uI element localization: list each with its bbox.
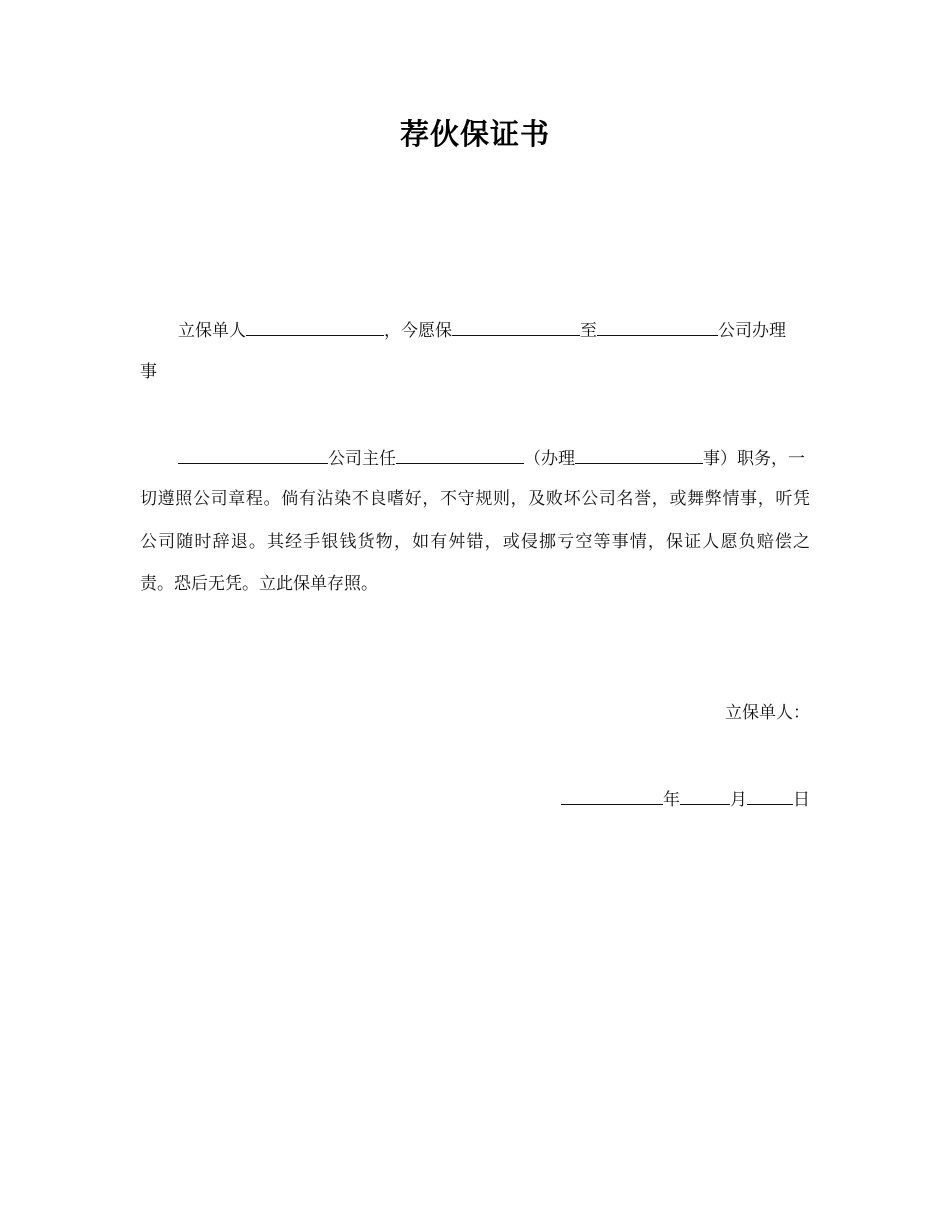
day-blank[interactable] [747, 787, 793, 805]
paragraph-1-line-1 [178, 318, 786, 342]
guarantor-label: 立保单人 [178, 321, 246, 341]
date-line [561, 787, 810, 811]
paragraph-2-line-1 [178, 446, 805, 470]
director-name-blank[interactable] [396, 446, 524, 464]
willing-guarantee-text: ，今愿保 [384, 321, 452, 341]
day-label: 日 [793, 790, 810, 810]
guaranteed-person-blank[interactable] [452, 318, 580, 336]
company-handle-text: 公司办理 [718, 321, 786, 341]
duty-blank[interactable] [575, 446, 703, 464]
signature-label: 立保单人： [725, 703, 810, 723]
guarantor-name-blank[interactable] [246, 318, 384, 336]
month-blank[interactable] [680, 787, 730, 805]
document-title: 荐伙保证书 [399, 117, 550, 151]
paragraph-2-line-4: 责。恐后无凭。立此保单存照。 [140, 574, 378, 594]
year-label: 年 [663, 790, 680, 810]
company-director-text: 公司主任 [328, 449, 396, 469]
year-blank[interactable] [561, 787, 663, 805]
paragraph-2-line-3: 公司随时辞退。其经手银钱货物，如有舛错，或侵挪亏空等事情，保证人愿负赔偿之 [140, 532, 810, 552]
paragraph-1-line-2: 事 [140, 362, 157, 382]
month-label: 月 [730, 790, 747, 810]
duty-close-text: 事）职务，一 [703, 449, 805, 469]
handle-open-text: （办理 [524, 449, 575, 469]
company-blank[interactable] [178, 446, 328, 464]
company-name-blank[interactable] [597, 318, 718, 336]
paragraph-2-line-2: 切遵照公司章程。倘有沾染不良嗜好，不守规则，及败坏公司名誉，或舞弊情事，听凭 [140, 489, 810, 509]
to-text: 至 [580, 321, 597, 341]
